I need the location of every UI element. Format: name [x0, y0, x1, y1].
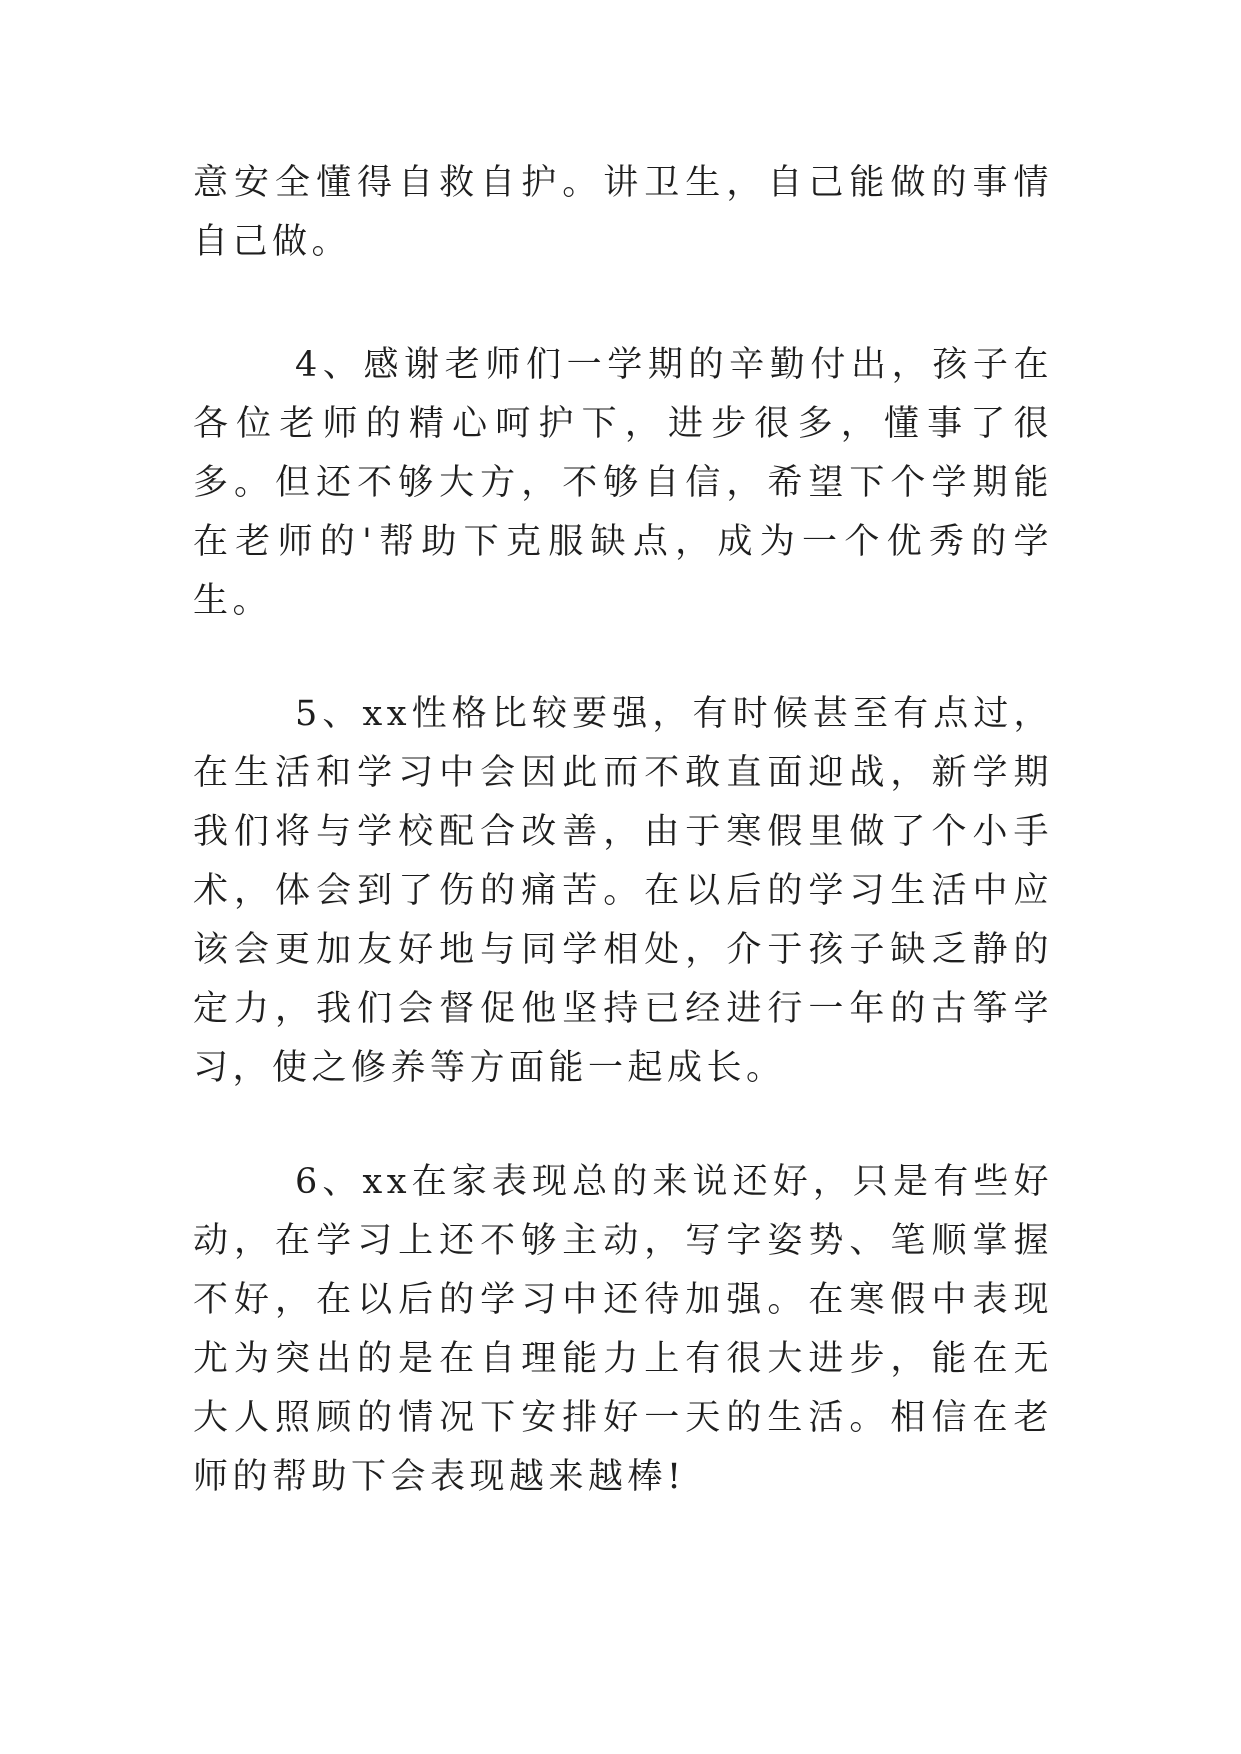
paragraph-item-5: 5、xx性格比较要强，有时候甚至有点过，在生活和学习中会因此而不敢直面迎战，新学期我们将与学校配合改善，由于寒假里做了个小手术，体会到了伤的痛苦。在以后的学习生活中应该会更加友好地与同学相处，介于孩子缺乏静的定力，我们会督促他坚持已经进行一年的古筝学习，使之修养等方面能一起成长。 — [193, 694, 1053, 1088]
paragraph-item-4: 4、感谢老师们一学期的辛勤付出，孩子在各位老师的精心呵护下，进步很多，懂事了很多。但还不够大方，不够自信，希望下个学期能在老师的'帮助下克服缺点，成为一个优秀的学生。 — [193, 345, 1053, 621]
paragraph-continuation: 意安全懂得自救自护。讲卫生，自己能做的事情自己做。 — [193, 163, 1053, 262]
paragraph-item-6: 6、xx在家表现总的来说还好，只是有些好动，在学习上还不够主动，写字姿势、笔顺掌握不好，在以后的学习中还待加强。在寒假中表现尤为突出的是在自理能力上有很大进步，能在无大人照顾的情况下安排好一天的生活。相信在老师的帮助下会表现越来越棒! — [193, 1162, 1053, 1497]
